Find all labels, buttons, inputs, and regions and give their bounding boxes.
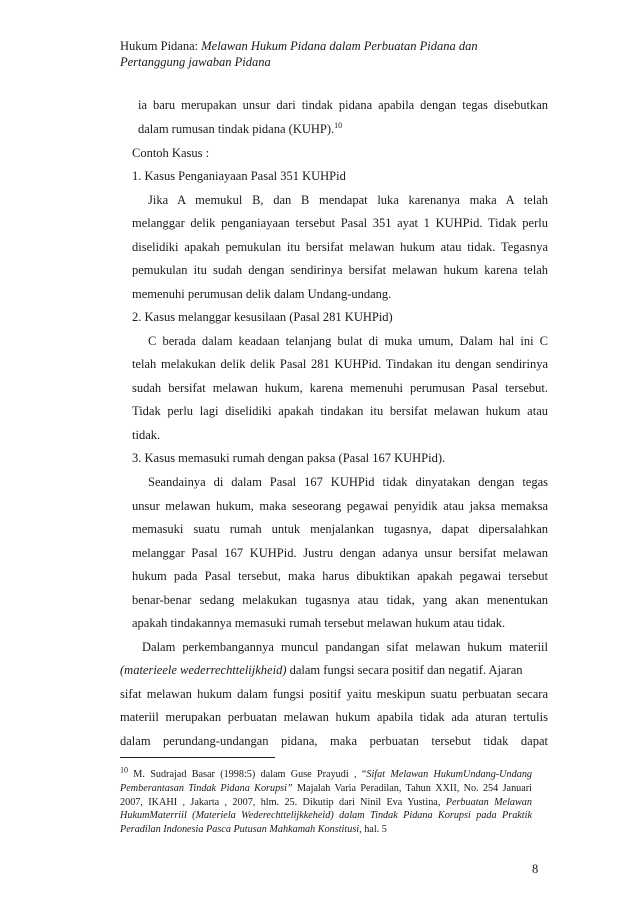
running-header [120,38,478,54]
case-heading: 2. Kasus melanggar kesusilaan (Pasal 281 KUHPid) [132,310,393,324]
running-header-line2 [120,54,271,70]
body-line: melanggar delik penganiayaan tersebut Pasal 351 ayat 1 KUHPid. Tidak perlu [132,216,548,230]
body-line: apakah tindakannya memasuki rumah tersebut melawan hukum atau tidak. [132,616,506,630]
body-line: pemukulan itu sudah dengan sendirinya bersifat melawan hukum karena telah [132,263,548,277]
body-line: sifat melawan hukum dalam fungsi positif yaitu meskipun suatu perbuatan secara [120,687,548,701]
footnote-ref: 10 [334,120,343,130]
header-title: Hukum Pidana: [120,39,202,53]
header-subtitle: Melawan Hukum Pidana dalam Perbuatan Pidana dan [201,39,478,53]
footnote-divider [120,757,275,758]
body-line: Tidak perlu lagi diselidiki apakah tindakan itu bersifat melawan hukum atau [132,404,548,418]
body-line: memasuki suatu rumah untuk menjalankan tugasnya, dapat dipersalahkan [132,522,548,536]
body-line-text: dalam rumusan tindak pidana (KUHP). [138,122,335,136]
body-line: melanggar Pasal 167 KUHPid. Justru dengan adanya unsur bersifat melawan [132,546,548,560]
footnote-title: Perbuatan Melawan HukumMaterriil (Materiela Wederechttelijkkeheid) dalam Tindak Pidana Korupsi pada Praktik Peradilan Indonesia Pasca Putusan Mahkamah Konstitusi [120,796,532,836]
body-line: sudah bersifat melawan hukum, karena memenuhi perumusan Pasal tersebut. [132,381,548,395]
body-line: benar-benar sedang melakukan tugasnya atau tidak, yang akan menentukan [132,593,548,607]
body-line: diselidiki apakah pemukulan itu bersifat melawan hukum atau tidak. Tegasnya [132,240,548,254]
footnote-text: Majalah Varia Peradilan, Tahun XXII, No. 254 Januari 2007, IKAHI , Jakarta , 2007, hlm. 25. Dikutip dari Ninil Eva Yustina, [120,782,532,808]
body-line: C berada dalam keadaan telanjang bulat di muka umum, Dalam hal ini C [148,334,548,348]
footnote-title: Sifat Melawan HukumUndang-Undang Pemberantasan Tindak Pidana Korupsi” [120,769,533,794]
body-line: Jika A memukul B, dan B mendapat luka karenanya maka A telah [148,193,548,207]
body-line: telah melakukan delik delik Pasal 281 KUHPid. Tindakan itu dengan sendirinya [132,357,548,371]
footnote [120,765,533,837]
body-line [138,121,342,137]
footnote-number: 10 [120,765,128,775]
body-line: hukum pada Pasal tersebut, maka harus dibuktikan apakah pegawai tersebut [132,569,548,583]
footnote-text: M. Sudrajad Basar (1998:5) dalam Guse Prayudi , “ [128,769,367,780]
body-line: memenuhi perumusan delik dalam Undang-undang. [132,287,392,301]
body-line: dalam perundang-undangan pidana, maka perbuatan tersebut tidak dapat [120,734,548,748]
section-heading: Contoh Kasus : [132,146,210,160]
footnote-text: , hal. 5 [359,824,387,836]
case-heading: 3. Kasus memasuki rumah dengan paksa (Pasal 167 KUHPid). [132,451,446,465]
case-heading: 1. Kasus Penganiayaan Pasal 351 KUHPid [132,169,346,183]
body-line-text: dalam fungsi secara positif dan negatif. Ajaran [286,663,523,677]
header-subtitle-cont: Pertanggung jawaban Pidana [120,55,271,69]
body-line: Seandainya di dalam Pasal 167 KUHPid tidak dinyatakan dengan tegas [148,475,548,489]
body-line: materiil merupakan perbuatan melawan hukum apabila tidak ada aturan tertulis [120,710,548,724]
body-line: tidak. [132,428,161,442]
page-number: 8 [532,862,539,876]
latin-term: (materieele wederrechttelijkheid) [120,663,287,677]
body-line: Dalam perkembangannya muncul pandangan sifat melawan hukum materiil [142,640,548,654]
body-line [120,662,523,678]
body-line: ia baru merupakan unsur dari tindak pidana apabila dengan tegas disebutkan [138,98,548,112]
body-line: unsur melawan hukum, maka seseorang pegawai penyidik atau jaksa memaksa [132,499,548,513]
